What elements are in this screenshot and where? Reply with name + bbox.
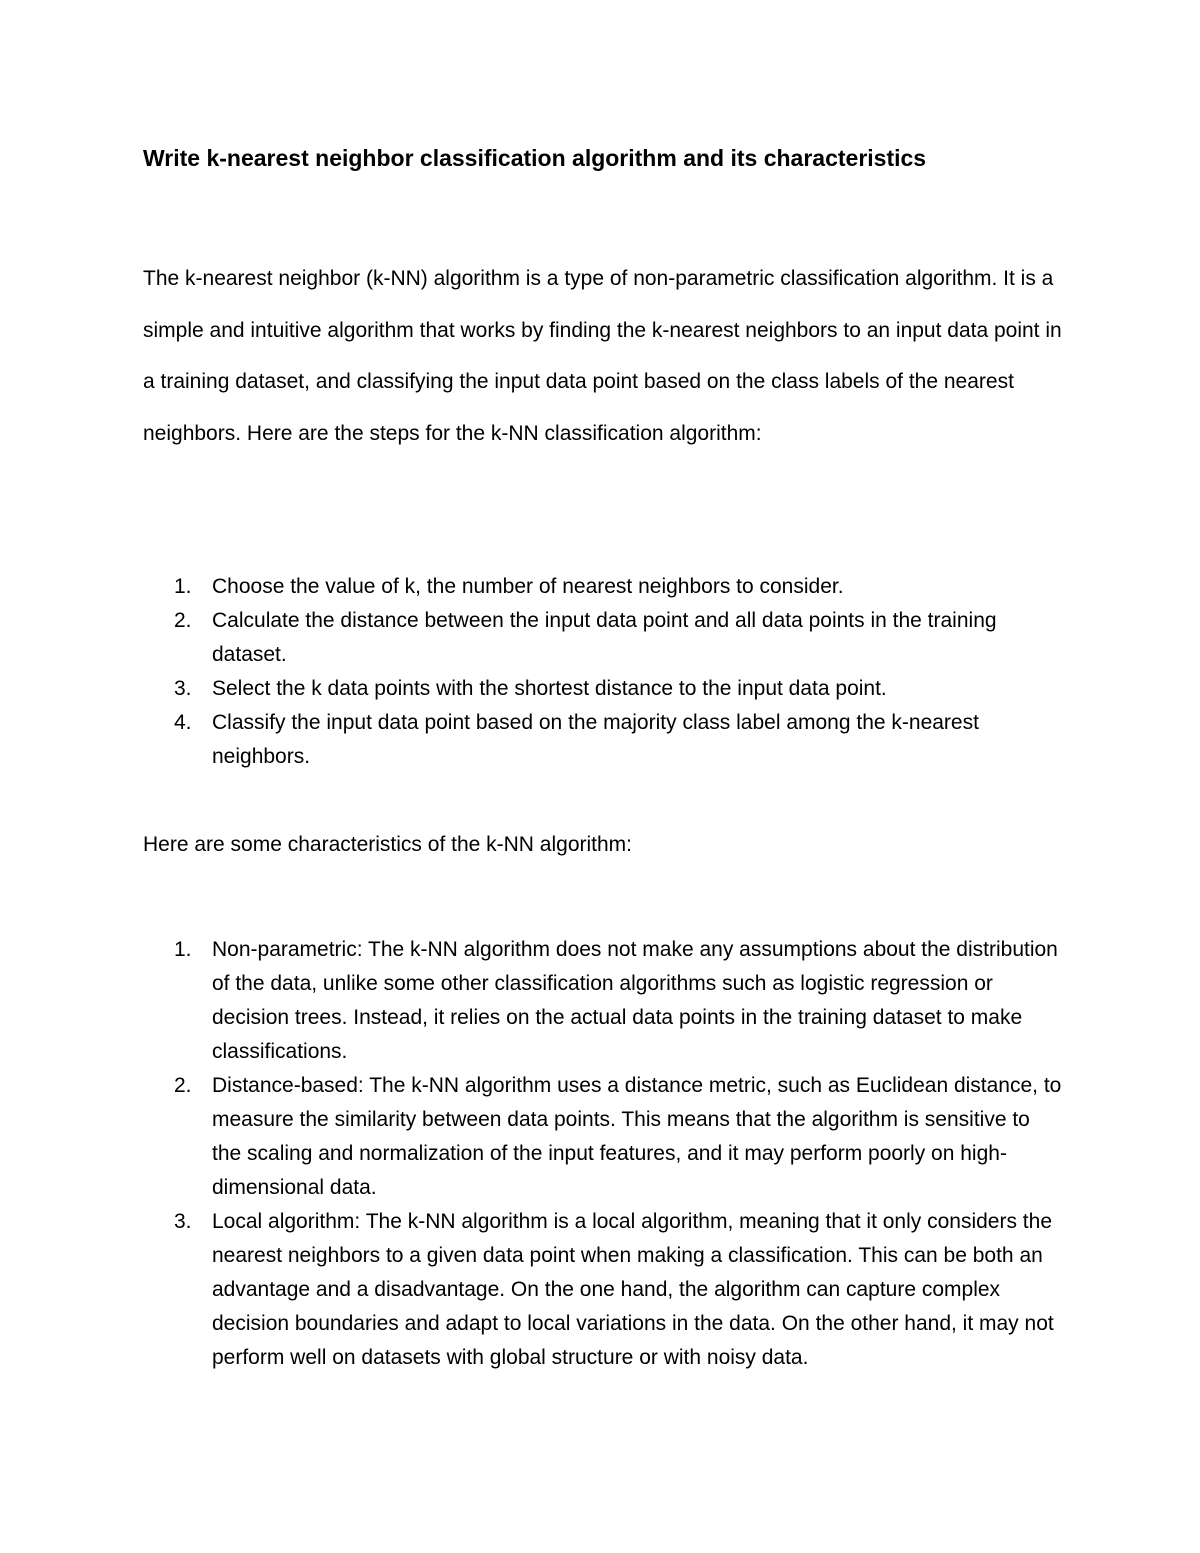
list-item-text: Choose the value of k, the number of nearest neighbors to consider. <box>212 575 844 598</box>
document-title: Write k-nearest neighbor classification algorithm and its characteristics <box>143 145 927 171</box>
intro-paragraph: The k-nearest neighbor (k-NN) algorithm is a type of non-parametric classification algorithm. It is a simple and intuitive algorithm that works by finding the k-nearest neighbors to an input data point in a training dataset, and classifying the input data point based on the class labels of the nearest neighbors. Here are the steps for the k-NN classification algorithm: <box>143 267 1062 445</box>
list-item-number: 1. <box>174 575 192 598</box>
characteristics-list <box>143 933 1063 1375</box>
list-item <box>143 604 1063 672</box>
list-item-number: 2. <box>174 609 192 632</box>
list-item <box>143 933 1063 1069</box>
list-item-text: Non-parametric: The k-NN algorithm does not make any assumptions about the distribution of the data, unlike some other classification algorithms such as logistic regression or decision trees. Instead, it relies on the actual data points in the training dataset to make classifications. <box>212 938 1058 1063</box>
list-item-number: 3. <box>174 1210 192 1233</box>
list-item-number: 4. <box>174 711 192 734</box>
characteristics-heading: Here are some characteristics of the k-NN algorithm: <box>143 833 632 856</box>
list-item <box>143 672 1063 706</box>
algorithm-steps-list <box>143 570 1063 774</box>
list-item-text: Local algorithm: The k-NN algorithm is a local algorithm, meaning that it only considers the nearest neighbors to a given data point when making a classification. This can be both an advantage and a disadvantage. On the one hand, the algorithm can capture complex decision boundaries and adapt to local variations in the data. On the other hand, it may not perform well on datasets with global structure or with noisy data. <box>212 1210 1054 1369</box>
list-item <box>143 570 1063 604</box>
list-item-text: Classify the input data point based on the majority class label among the k-nearest neighbors. <box>212 711 979 768</box>
list-item-text: Distance-based: The k-NN algorithm uses a distance metric, such as Euclidean distance, to measure the similarity between data points. This means that the algorithm is sensitive to the scaling and normalization of the input features, and it may perform poorly on high-dimensional data. <box>212 1074 1062 1199</box>
list-item <box>143 1069 1063 1205</box>
list-item-number: 1. <box>174 938 192 961</box>
list-item-number: 3. <box>174 677 192 700</box>
list-item-text: Select the k data points with the shortest distance to the input data point. <box>212 677 887 700</box>
list-item-text: Calculate the distance between the input data point and all data points in the training dataset. <box>212 609 997 666</box>
list-item <box>143 1205 1063 1375</box>
list-item-number: 2. <box>174 1074 192 1097</box>
list-item <box>143 706 1063 774</box>
